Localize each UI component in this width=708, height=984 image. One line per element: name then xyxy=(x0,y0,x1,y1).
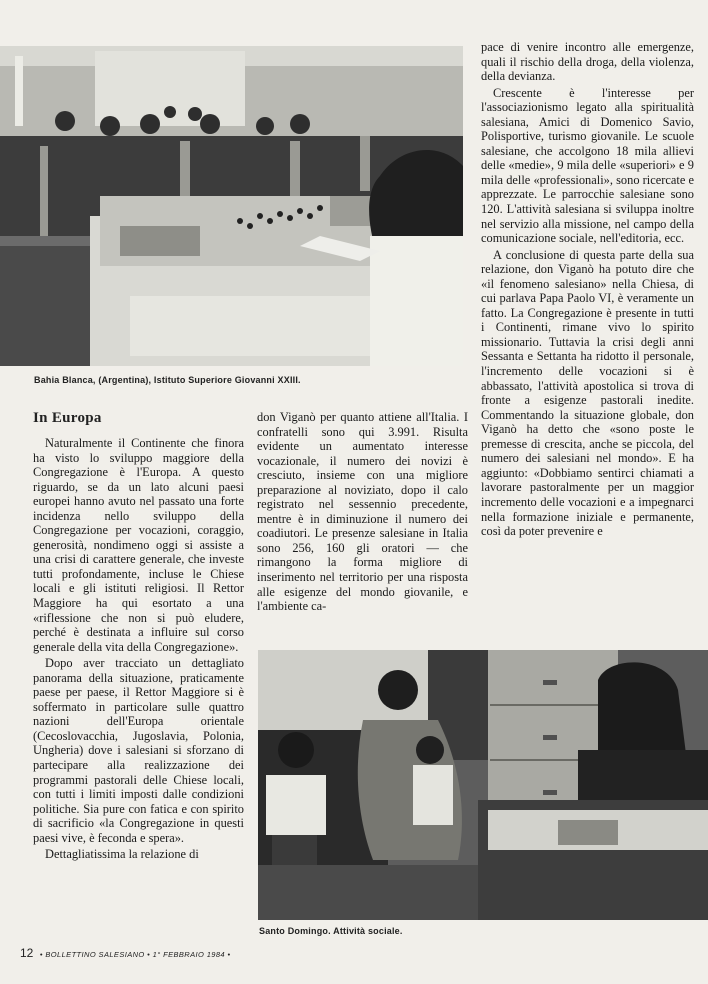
paragraph: Dopo aver tracciato un dettagliato panorama della situazione, praticamente paese per paese, il Rettor Maggiore si è soffermato in particolare sulle quattro nazioni dell'Europa orientale (Cecoslovacchia, Jugoslavia, Polonia, Ungheria) dove i salesiani si sforzano di partecipare alla realizzazione dei programmi pastorali delle Chiese locali, con tutti i limiti imposti dalle condizioni politiche. Sia pure con fatica e con spirito di sacrificio «la Congregazione in questi paesi vive, è feconda e spera». xyxy=(33,656,244,845)
paragraph: A conclusione di questa parte della sua relazione, don Viganò ha potuto dire che «il fenomeno salesiano» nella Chiesa, di cui parlava Papa Paolo VI, è veramente un fatto. La Congregazione è presente in tutti i Continenti, rimane vivo lo spirito missionario. Tuttavia la crisi degli anni Sessanta e Settanta ha ridotto il personale, l'incremento delle vocazioni si è abbassato, l'attività apostolica si trova di fronte a esigenze pastorali inedite. Commentando la situazione globale, don Viganò ha detto che «sono poste le premesse di crescita, anche se piccola, del numero dei salesiani nel mondo». E ha aggiunto: «Dobbiamo sentirci chiamati a lavorare pastoralmente per un maggior incremento delle vocazioni e a impegnarci nella formazione iniziale e permanente, così da poter prevenire e xyxy=(481,247,694,539)
photo-language-lab xyxy=(0,46,463,366)
publication-line: • BOLLETTINO SALESIANO • 1° FEBBRAIO 1984 • xyxy=(39,950,231,959)
social-activity-photo-image xyxy=(258,650,708,920)
photo-caption-top: Bahia Blanca, (Argentina), Istituto Superiore Giovanni XXIII. xyxy=(34,375,301,385)
photo-social-activity xyxy=(258,650,708,920)
column-left xyxy=(33,436,244,862)
paragraph: Crescente è l'interesse per l'associazionismo legato alla spiritualità salesiana, Amici di Domenico Savio, Polisportive, turismo giovanile. Le scuole salesiane, che accolgono 18 mila allievi delle «medie», 9 mila delle «superiori» e 9 mila delle «professionali», sono ricercate e apprezzate. Le parrocchie salesiane sono 120. L'attività salesiana si sviluppa inoltre nel servizio alla missione, nel campo della comunicazione sociale, nell'editoria, ecc. xyxy=(481,85,694,246)
language-lab-photo-image xyxy=(0,46,463,366)
section-heading: In Europa xyxy=(33,410,102,426)
column-right-top xyxy=(481,40,694,539)
page-number: 12 xyxy=(20,946,34,960)
paragraph: Dettagliatissima la relazione di xyxy=(45,847,199,862)
column-middle xyxy=(257,410,468,614)
paragraph: Naturalmente il Continente che finora ha visto lo sviluppo maggiore della Congregazione è l'Europa. A questo riguardo, se da un lato alcuni paesi europei hanno avuto nel passato una forte incidenza nello sviluppo della Congregazione per vocazioni, coraggio, generosità, nondimeno oggi si assiste a una crisi di carattere generale, che investe tutti profondamente, incluse le Chiese locali e gli istituti religiosi. Il Rettor Maggiore ha qui esortato a una «riflessione che non si può eludere, perché è destinata a influire sul corso generale della vita della Congregazione». xyxy=(33,436,244,654)
page-footer xyxy=(20,946,231,960)
paragraph: don Viganò per quanto attiene all'Italia. I confratelli sono qui 3.991. Risulta evidente un aumentato interesse vocazionale, il numero dei novizi è cresciuto, insieme con una migliore preparazione al noviziato, dopo il calo registrato nel sessennio precedente, mentre è in diminuzione il numero dei coadiutori. Le presenze salesiane in Italia sono 256, 160 gli oratori — che rimangono la forma migliore di inserimento nel territorio per una risposta alle esigenze del mondo giovanile, e l'ambiente ca- xyxy=(257,410,468,614)
paragraph: pace di venire incontro alle emergenze, quali il rischio della droga, della violenza, della devianza. xyxy=(481,40,694,84)
photo-caption-bottom: Santo Domingo. Attività sociale. xyxy=(259,926,403,936)
